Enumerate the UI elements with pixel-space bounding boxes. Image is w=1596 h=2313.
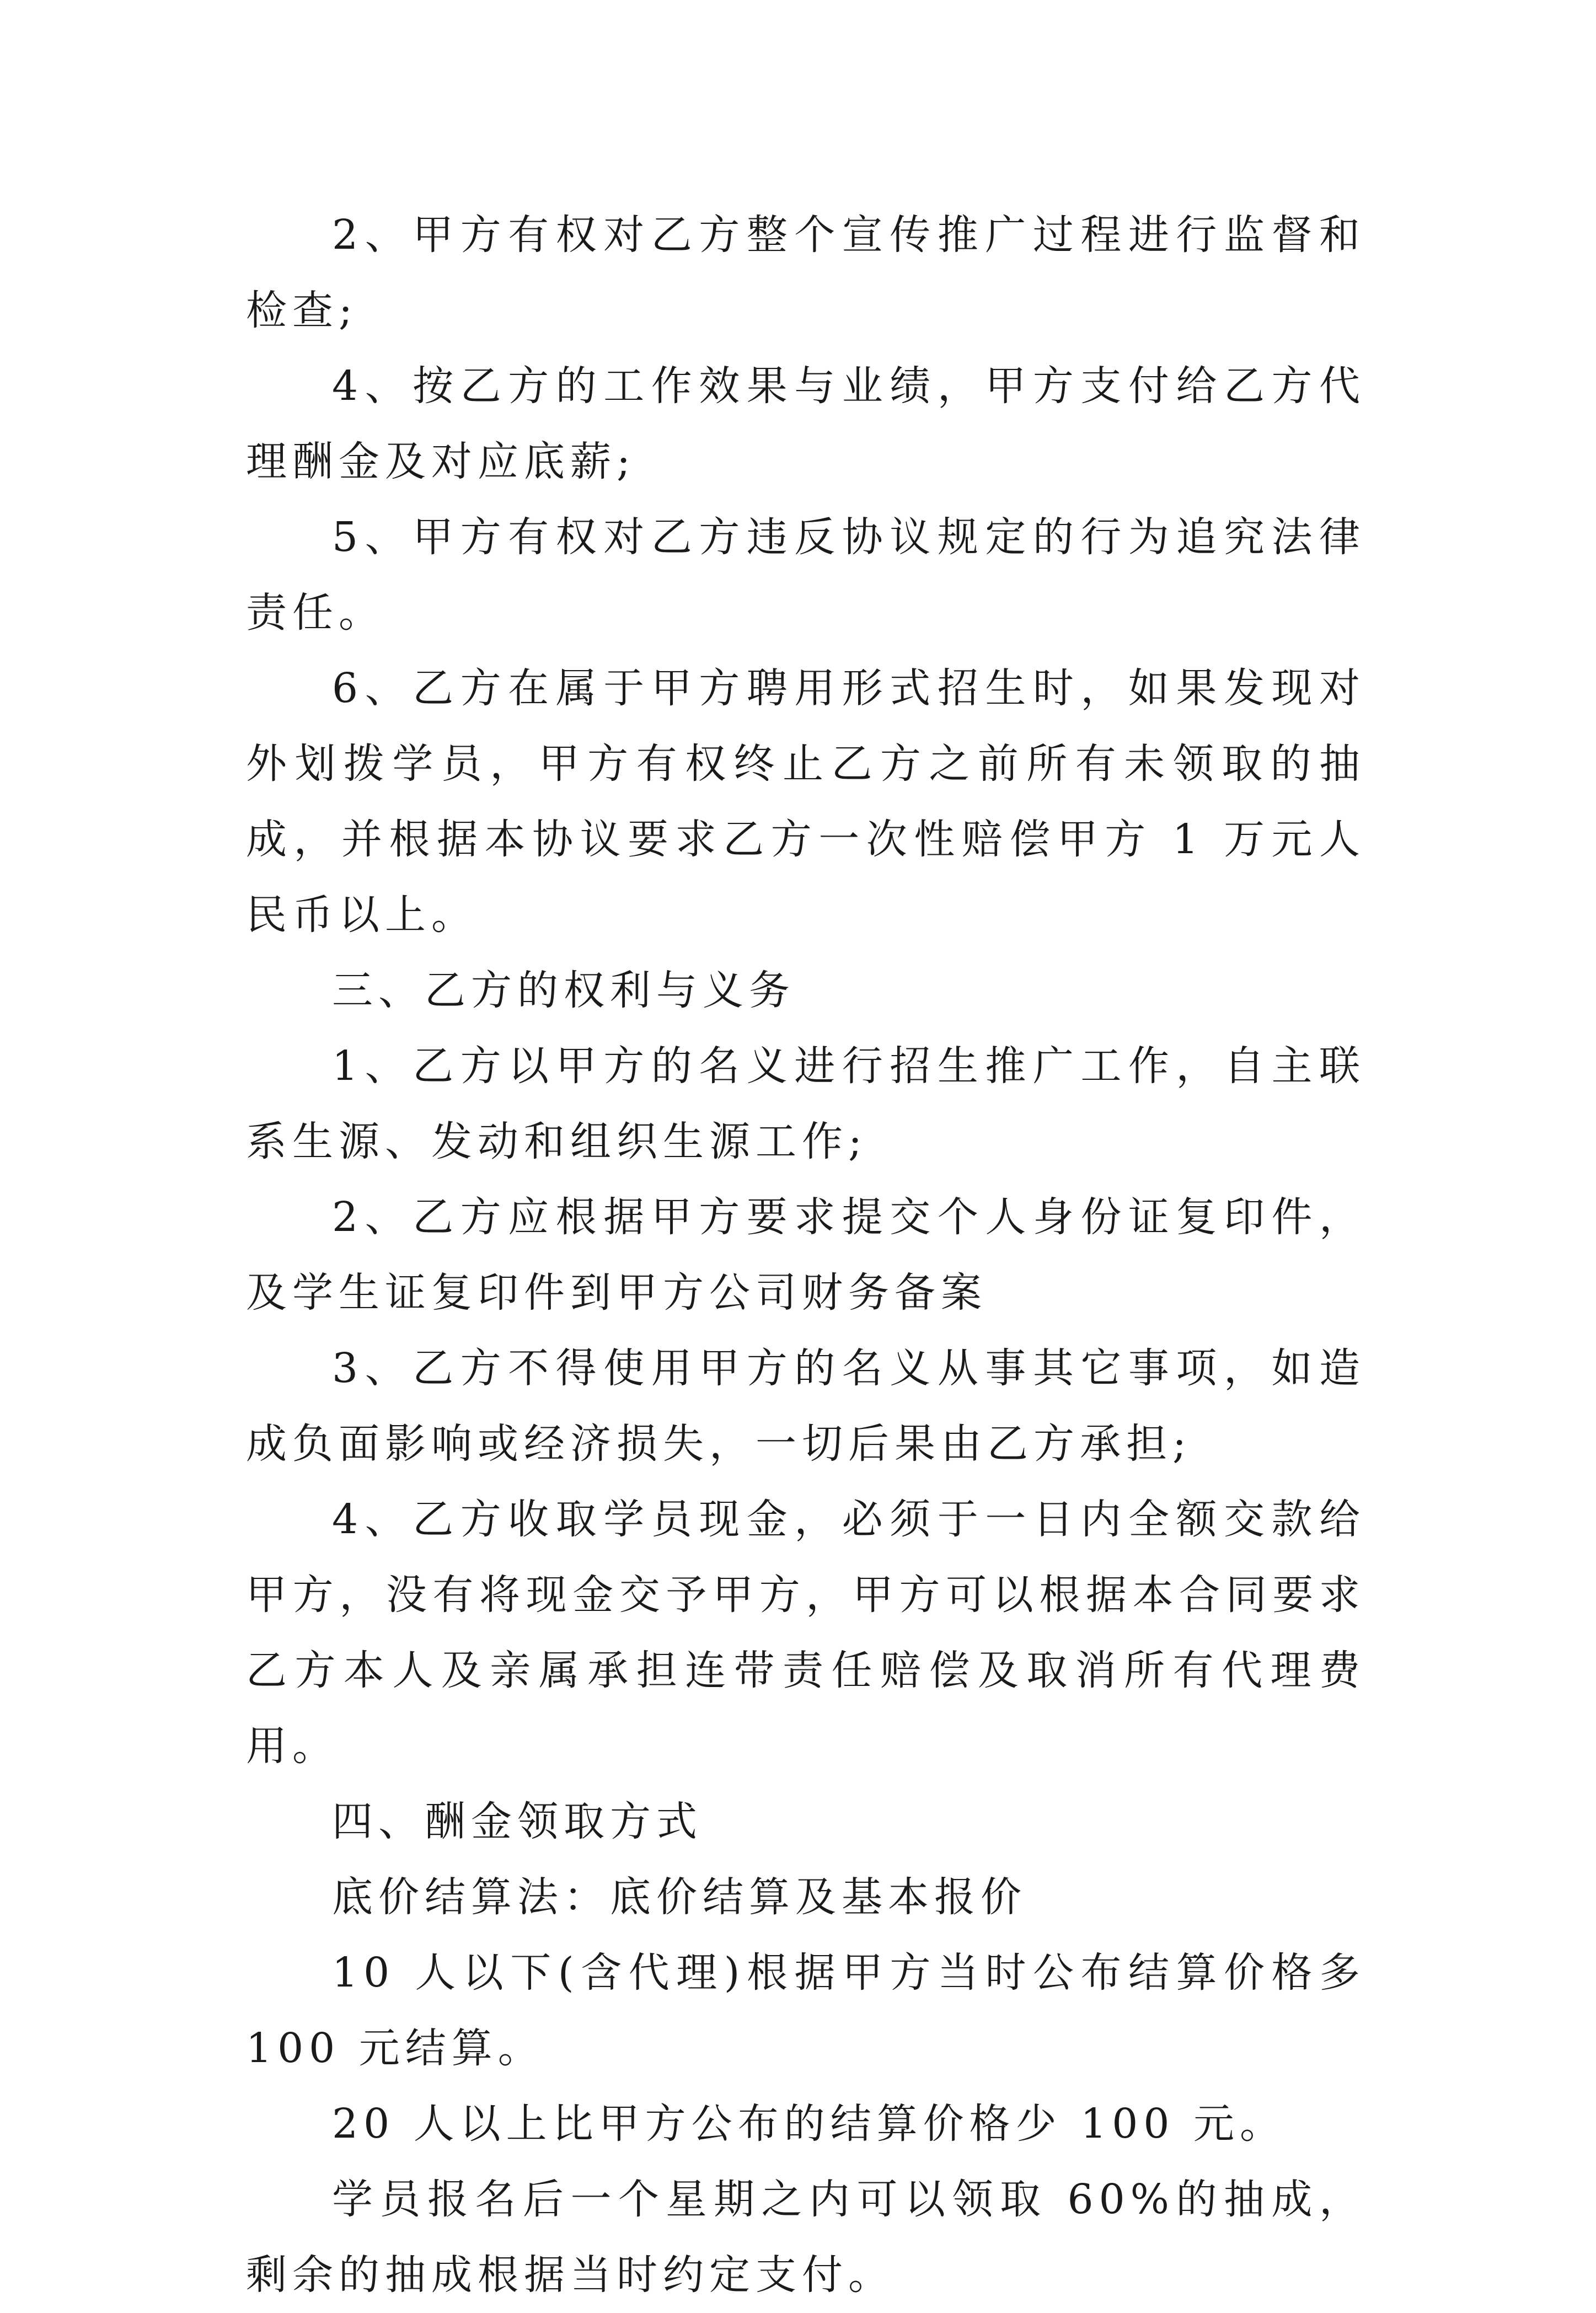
paragraph-base-price-method: 底价结算法：底价结算及基本报价: [332, 1873, 1027, 1921]
paragraph-b-clause-4: 4、乙方收取学员现金，必须于一日内全额交款给甲方，没有将现金交予甲方，甲方可以根据本合同要求乙方本人及亲属承担连带责任赔偿及取消所有代理费用。: [246, 1496, 1365, 1770]
paragraph-clause-4-payment: 4、按乙方的工作效果与业绩，甲方支付给乙方代理酬金及对应底薪;: [246, 362, 1365, 485]
paragraph-under-10-people: 10 人以下(含代理)根据甲方当时公布结算价格多 100 元结算。: [246, 1949, 1365, 2072]
paragraph-clause-6-compensation: 6、乙方在属于甲方聘用形式招生时，如果发现对外划拨学员，甲方有权终止乙方之前所有未领取的抽成，并根据本协议要求乙方一次性赔偿甲方 1 万元人民币以上。: [246, 665, 1365, 939]
paragraph-over-20-people: 20 人以上比甲方公布的结算价格少 100 元。: [332, 2100, 1286, 2148]
paragraph-commission-timing: 学员报名后一个星期之内可以领取 60%的抽成，剩余的抽成根据当时约定支付。: [246, 2176, 1365, 2299]
section-heading-party-b-rights: 三、乙方的权利与义务: [332, 967, 795, 1014]
paragraph-b-clause-1: 1、乙方以甲方的名义进行招生推广工作，自主联系生源、发动和组织生源工作;: [246, 1042, 1365, 1165]
section-heading-commission: 四、酬金领取方式: [332, 1798, 703, 1845]
paragraph-b-clause-2: 2、乙方应根据甲方要求提交个人身份证复印件，及学生证复印件到甲方公司财务备案: [246, 1193, 1365, 1316]
paragraph-clause-2-supervision: 2、甲方有权对乙方整个宣传推广过程进行监督和检查;: [246, 211, 1365, 334]
paragraph-b-clause-3: 3、乙方不得使用甲方的名义从事其它事项，如造成负面影响或经济损失，一切后果由乙方承担;: [246, 1345, 1365, 1468]
paragraph-clause-5-liability: 5、甲方有权对乙方违反协议规定的行为追究法律责任。: [246, 513, 1365, 636]
document-body: [246, 197, 1365, 2313]
